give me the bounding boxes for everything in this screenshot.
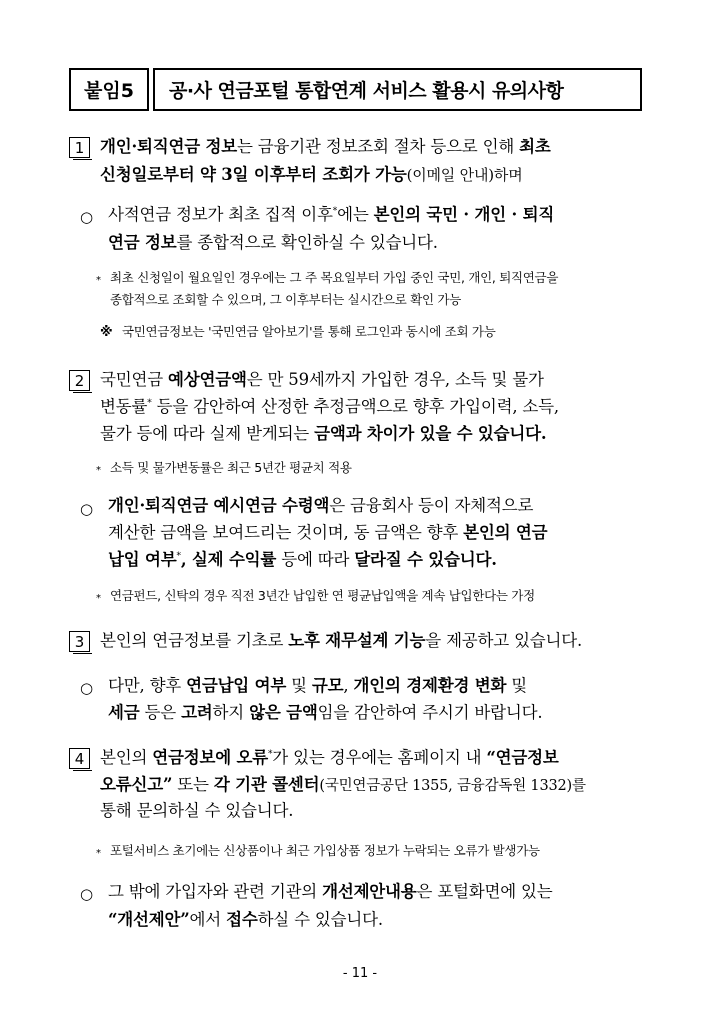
- section-4-line-1: 본인의 연금정보에 오류*가 있는 경우에는 홈페이지 내 “연금정보: [100, 748, 559, 767]
- footnote-3: 연금펀드, 신탁의 경우 직전 3년간 납입한 연 평균납입액을 계속 납입한다는 가정: [110, 588, 535, 603]
- footnote-star: *: [96, 275, 101, 286]
- footnote-4: 포털서비스 초기에는 신상품이나 최근 가입상품 정보가 누락되는 오류가 발생가능: [110, 843, 540, 858]
- reference-mark: ※: [100, 325, 113, 340]
- bullet-circle: ○: [80, 500, 94, 518]
- section-2-line-3: 물가 등에 따라 실제 받게되는 금액과 차이가 있을 수 있습니다.: [100, 424, 547, 443]
- bullet-circle: ○: [80, 679, 94, 697]
- section-1-line-2: 신청일로부터 약 3일 이후부터 조회가 가능(이메일 안내)하며: [100, 165, 523, 184]
- page-title: 공·사 연금포털 통합연계 서비스 활용시 유의사항: [153, 68, 642, 111]
- section-2-bullet-line-1: 개인·퇴직연금 예시연금 수령액은 금융회사 등이 자체적으로: [108, 496, 534, 515]
- section-4-line-2: 오류신고” 또는 각 기관 콜센터(국민연금공단 1355, 금융감독원 1332)를: [100, 775, 586, 794]
- section-3-bullet-line-2: 세금 등은 고려하지 않은 금액임을 감안하여 주시기 바랍니다.: [108, 703, 543, 722]
- attachment-tag: 붙임5: [69, 68, 149, 111]
- section-number-3: 3: [69, 631, 90, 652]
- footnote-1-line-1: 최초 신청일이 월요일인 경우에는 그 주 목요일부터 가입 중인 국민, 개인, 퇴직연금을: [110, 270, 559, 285]
- footnote-1-line-2: 종합적으로 조회할 수 있으며, 그 이후부터는 실시간으로 확인 가능: [110, 292, 461, 307]
- section-number-2: 2: [69, 370, 90, 391]
- section-number-4: 4: [69, 748, 90, 769]
- page-number: - 11 -: [342, 966, 378, 981]
- footnote-star: *: [96, 465, 101, 476]
- footnote-star: *: [96, 848, 101, 859]
- section-4-line-3: 통해 문의하실 수 있습니다.: [100, 801, 294, 820]
- section-4-bullet-line-2: “개선제안”에서 접수하실 수 있습니다.: [108, 910, 383, 929]
- section-1-bullet-line-1: 사적연금 정보가 최초 집적 이후*에는 본인의 국민 · 개인 · 퇴직: [108, 205, 555, 224]
- reference-note-1: 국민연금정보는 '국민연금 알아보기'를 통해 로그인과 동시에 조회 가능: [122, 324, 496, 339]
- section-1-bullet-line-2: 연금 정보를 종합적으로 확인하실 수 있습니다.: [108, 233, 438, 252]
- bullet-circle: ○: [80, 208, 94, 226]
- footnote-star: *: [96, 593, 101, 604]
- section-2-bullet-line-3: 납입 여부*, 실제 수익률 등에 따라 달라질 수 있습니다.: [108, 550, 497, 569]
- section-2-bullet-line-2: 계산한 금액을 보여드리는 것이며, 동 금액은 향후 본인의 연금: [108, 523, 548, 542]
- section-2-line-1: 국민연금 예상연금액은 만 59세까지 가입한 경우, 소득 및 물가: [100, 370, 544, 389]
- section-2-line-2: 변동률* 등을 감안하여 산정한 추정금액으로 향후 가입이력, 소득,: [100, 397, 559, 416]
- section-3-bullet-line-1: 다만, 향후 연금납입 여부 및 규모, 개인의 경제환경 변화 및: [108, 676, 528, 695]
- section-4-bullet-line-1: 그 밖에 가입자와 관련 기관의 개선제안내용은 포털화면에 있는: [108, 882, 553, 901]
- bullet-circle: ○: [80, 885, 94, 903]
- footnote-2: 소득 및 물가변동률은 최근 5년간 평균치 적용: [110, 460, 352, 475]
- section-number-1: 1: [69, 137, 90, 158]
- section-3-line-1: 본인의 연금정보를 기초로 노후 재무설계 기능을 제공하고 있습니다.: [100, 631, 583, 650]
- section-1-line-1: 개인·퇴직연금 정보는 금융기관 정보조회 절차 등으로 인해 최초: [100, 137, 551, 156]
